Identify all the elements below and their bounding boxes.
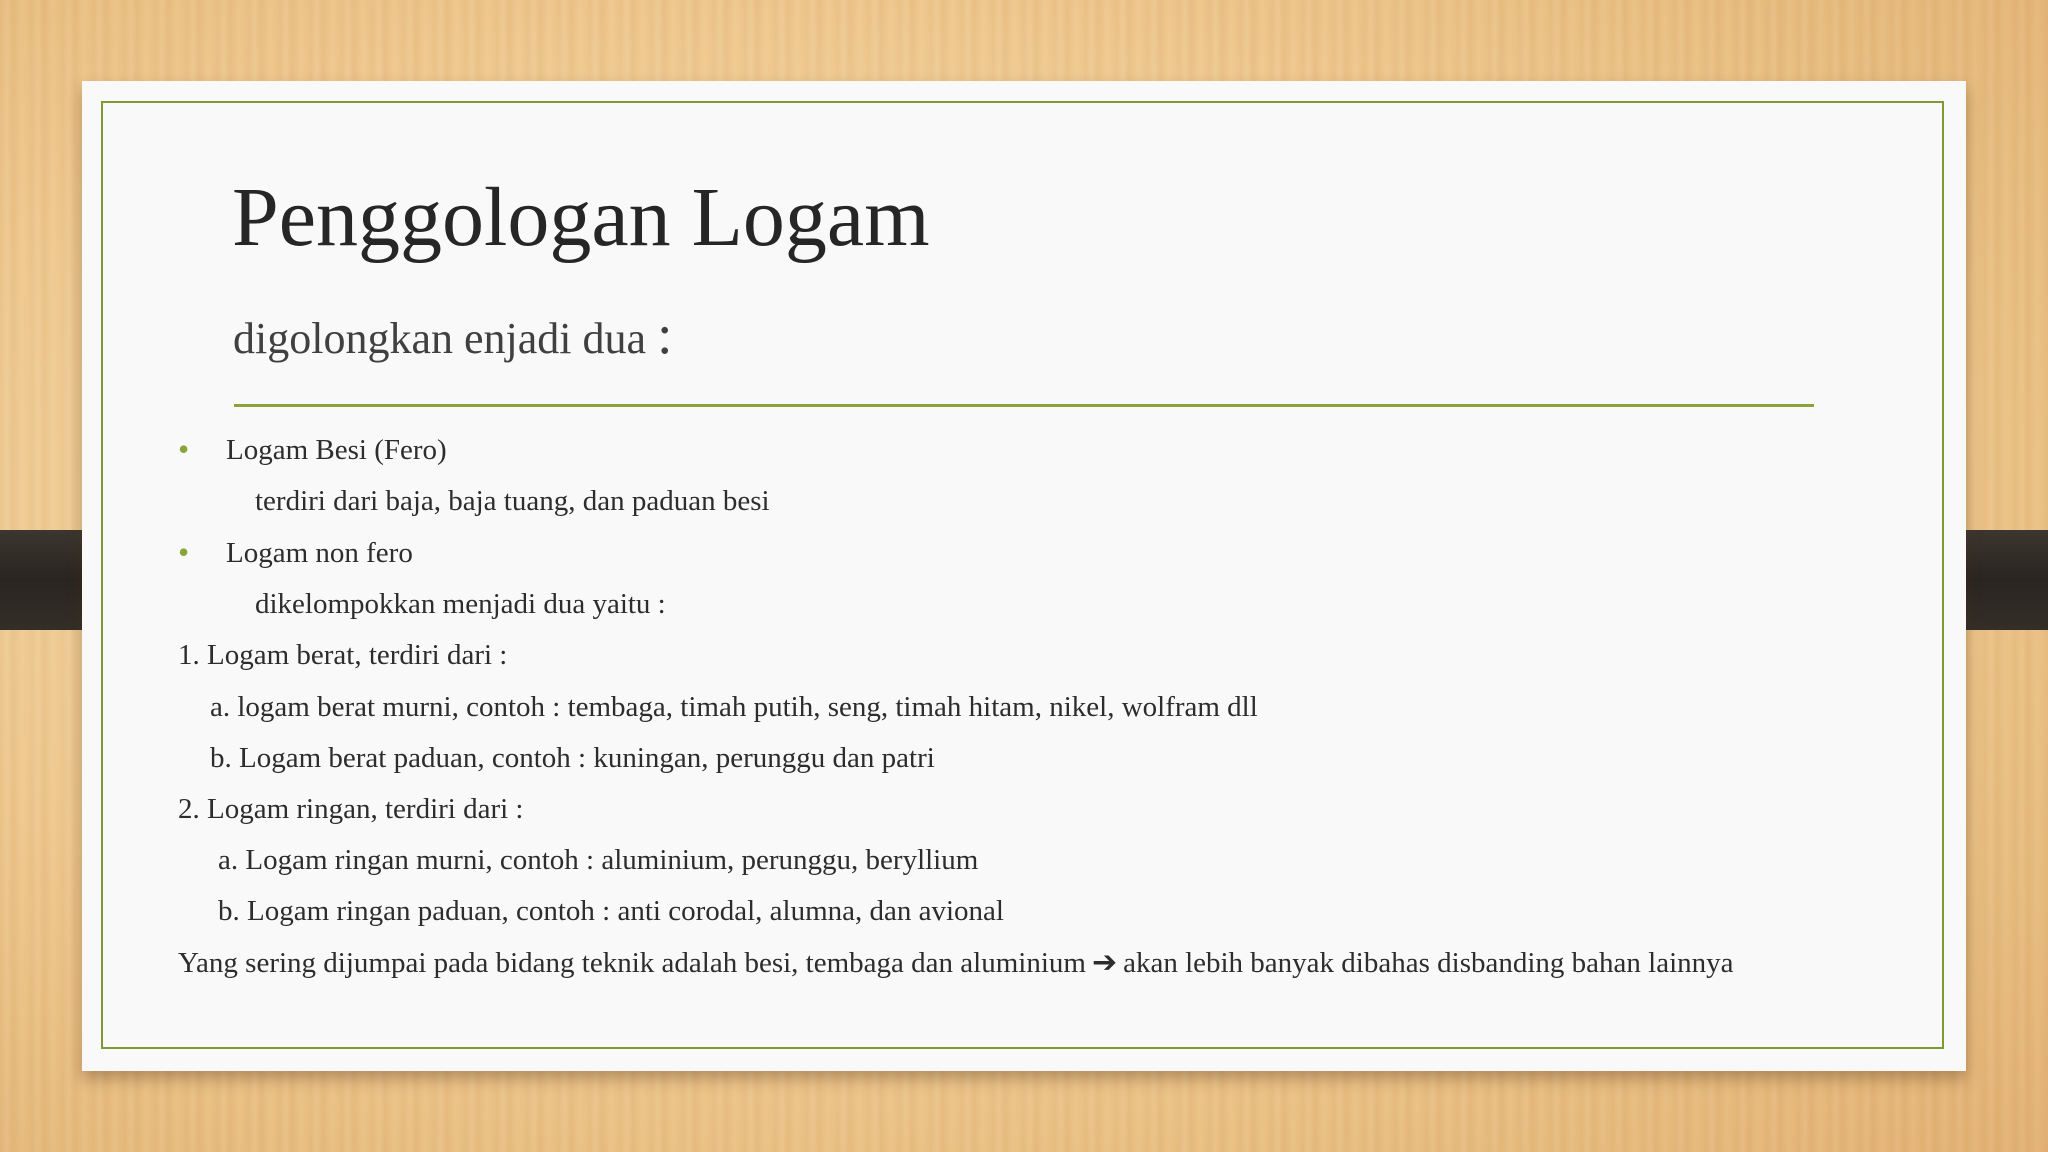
- light-metal-pure: a. Logam ringan murni, contoh : aluminium, perunggu, beryllium: [218, 844, 979, 876]
- list-item-logam-non-fero: Logam non fero: [226, 537, 413, 569]
- slide-subtitle: [233, 305, 673, 367]
- heavy-metal-pure: a. logam berat murni, contoh : tembaga, timah putih, seng, timah hitam, nikel, wolfram dll: [210, 691, 1258, 723]
- summary-text-end: akan lebih banyak dibahas disbanding bahan lainnya: [1123, 947, 1734, 979]
- light-metal-alloy: b. Logam ringan paduan, contoh : anti corodal, alumna, dan avional: [218, 895, 1004, 927]
- title-divider: [234, 404, 1814, 407]
- light-metal-heading: 2. Logam ringan, terdiri dari :: [178, 793, 524, 825]
- heavy-metal-heading: 1. Logam berat, terdiri dari :: [178, 639, 508, 671]
- arrow-right-icon: ➔: [1091, 945, 1118, 980]
- subtitle-text: digolongkan enjadi dua: [233, 314, 647, 363]
- slide-title: Penggologan Logam: [232, 171, 930, 264]
- subtitle-colon: :: [657, 304, 673, 366]
- list-item-logam-besi: Logam Besi (Fero): [226, 434, 447, 466]
- list-item-logam-besi-detail: terdiri dari baja, baja tuang, dan paduan besi: [255, 485, 770, 517]
- summary-text-start: Yang sering dijumpai pada bidang teknik adalah besi, tembaga dan aluminium: [178, 947, 1086, 979]
- summary-line: [178, 945, 1734, 981]
- heavy-metal-alloy: b. Logam berat paduan, contoh : kuningan, perunggu dan patri: [210, 742, 935, 774]
- bullet-icon: •: [178, 431, 190, 467]
- bullet-icon: •: [178, 534, 190, 570]
- list-item-logam-non-fero-detail: dikelompokkan menjadi dua yaitu :: [255, 588, 666, 620]
